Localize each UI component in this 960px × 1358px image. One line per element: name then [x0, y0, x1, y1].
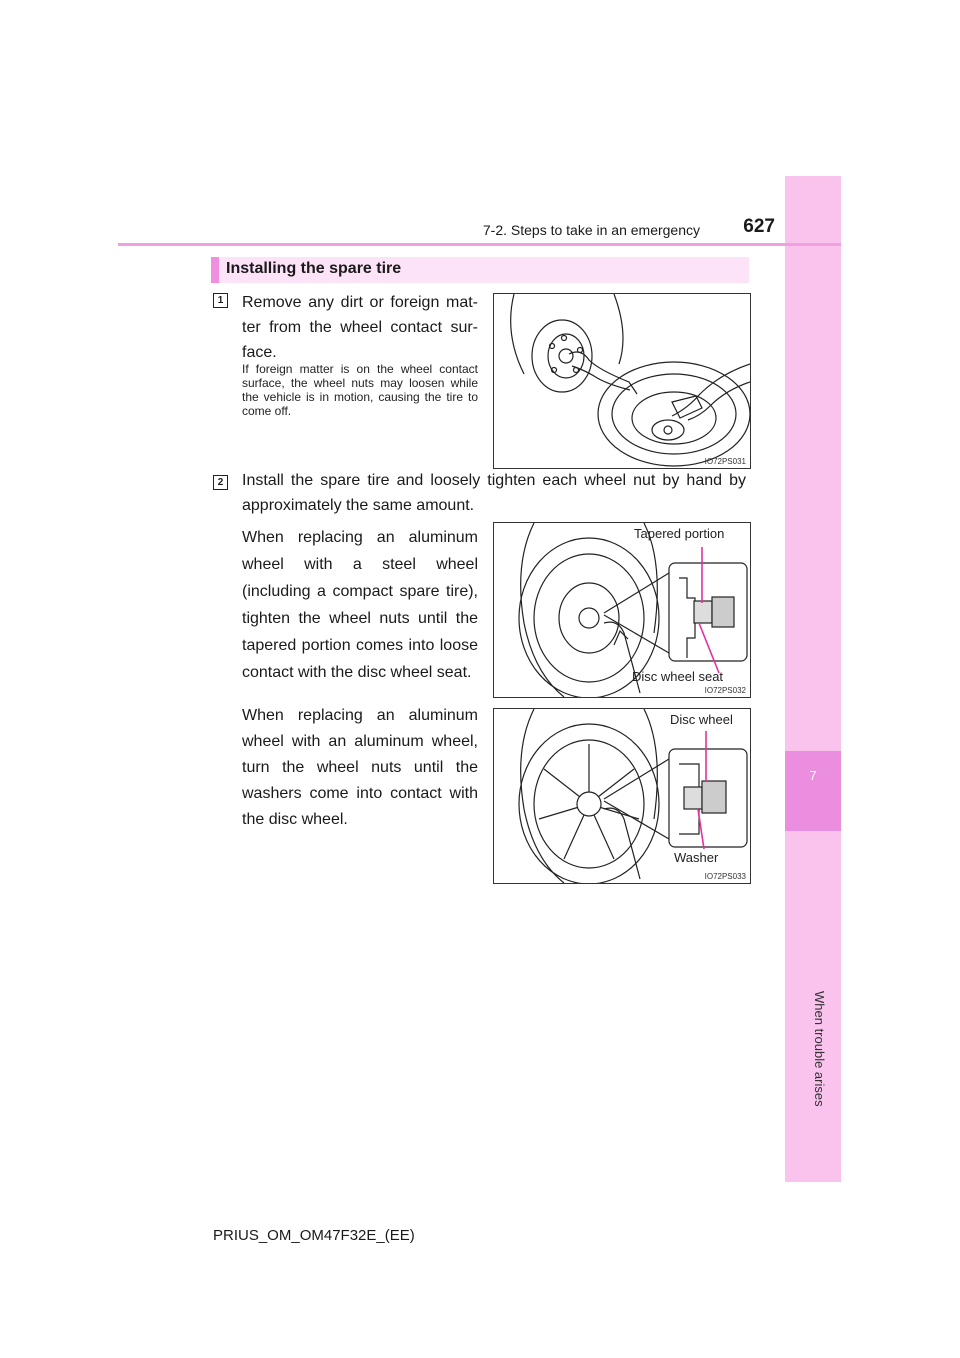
figure-code: IO72PS033 — [704, 872, 746, 881]
step-number-2: 2 — [213, 475, 228, 490]
section-reference: 7-2. Steps to take in an emergency — [482, 222, 700, 238]
step-1-text: Remove any dirt or foreign mat-ter from the wheel contact sur-face. — [242, 294, 478, 361]
step-1-note: If foreign matter is on the wheel contact surface, the wheel nuts may loosen while the vehicle is in motion, causing the tire to come off. — [242, 362, 478, 418]
figure-clean-wheel-contact — [493, 293, 751, 469]
figure-aluminum-wheel-nut — [493, 708, 751, 884]
footer-doc-code: PRIUS_OM_OM47F32E_(EE) — [213, 1227, 415, 1244]
label-washer: Washer — [674, 850, 719, 865]
chapter-highlight — [785, 751, 841, 831]
figure-code: IO72PS031 — [704, 457, 746, 466]
label-disc-wheel-seat: Disc wheel seat — [632, 669, 724, 684]
step-number-1: 1 — [213, 293, 228, 308]
section-title: Installing the spare tire — [226, 260, 402, 277]
chapter-side-tab — [785, 176, 841, 1182]
step-2-sub-2-text: When replacing an aluminum wheel with an aluminum wheel, turn the wheel nuts until the washers come into contact with the disc wheel. — [242, 707, 478, 828]
step-2-sub-1-text: When replacing an aluminum wheel with a steel wheel (including a compact spare tire), tighten the wheel nuts until the tapered portion comes into loose contact with the disc wheel seat. — [242, 529, 478, 681]
section-title-bar — [211, 257, 749, 283]
page-number: 627 — [743, 216, 775, 237]
figure-code: IO72PS032 — [704, 686, 746, 695]
figure-steel-wheel-nut — [493, 522, 751, 698]
chapter-title: When trouble arises — [812, 991, 827, 1107]
label-disc-wheel: Disc wheel — [670, 712, 733, 727]
label-tapered-portion: Tapered portion — [634, 526, 725, 541]
title-accent — [211, 257, 219, 283]
header-divider — [118, 243, 841, 246]
chapter-number: 7 — [809, 768, 817, 783]
step-2-text: Install the spare tire and loosely tighten each wheel nut by hand by approximately the same amount. — [242, 472, 746, 514]
